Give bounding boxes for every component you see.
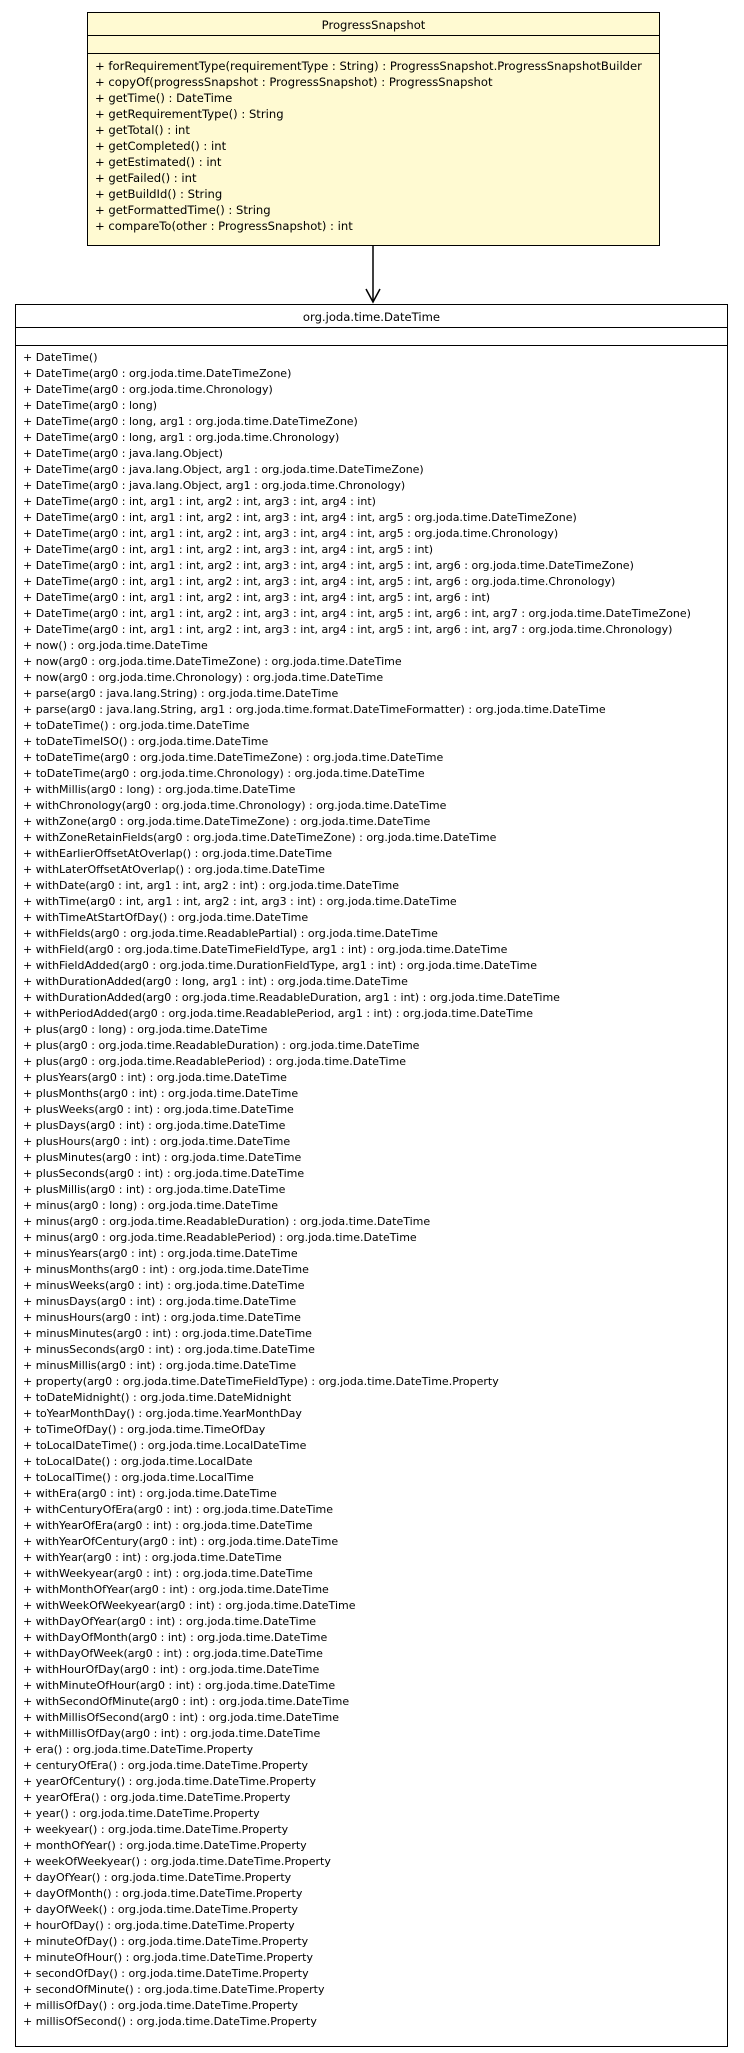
method-entry: + minus(arg0 : org.joda.time.ReadablePeriod) : org.joda.time.DateTime	[23, 1231, 417, 1244]
method-entry: + toDateTime() : org.joda.time.DateTime	[23, 719, 250, 732]
method-entry: + DateTime(arg0 : long, arg1 : org.joda.time.Chronology)	[23, 431, 340, 444]
method-entry: + withYear(arg0 : int) : org.joda.time.DateTime	[23, 1551, 282, 1564]
class-joda-datetime[interactable]	[15, 304, 728, 2047]
method-entry: + plusMinutes(arg0 : int) : org.joda.time.DateTime	[23, 1151, 302, 1164]
method-entry: + forRequirementType(requirementType : String) : ProgressSnapshot.ProgressSnapshotBuilder	[95, 59, 642, 73]
attributes-compartment	[16, 328, 727, 345]
method-entry: + toYearMonthDay() : org.joda.time.YearMonthDay	[23, 1407, 302, 1420]
method-entry: + centuryOfEra() : org.joda.time.DateTime.Property	[23, 1759, 308, 1772]
method-entry: + toDateTime(arg0 : org.joda.time.Chronology) : org.joda.time.DateTime	[23, 767, 425, 780]
method-entry: + DateTime(arg0 : long)	[23, 399, 157, 412]
method-entry: + DateTime(arg0 : org.joda.time.DateTimeZone)	[23, 367, 292, 380]
method-entry: + getCompleted() : int	[95, 139, 227, 153]
method-entry: + withEarlierOffsetAtOverlap() : org.joda.time.DateTime	[23, 847, 332, 860]
method-entry: + monthOfYear() : org.joda.time.DateTime.Property	[23, 1839, 307, 1852]
method-entry: + plusSeconds(arg0 : int) : org.joda.time.DateTime	[23, 1167, 305, 1180]
method-entry: + withDurationAdded(arg0 : long, arg1 : int) : org.joda.time.DateTime	[23, 975, 408, 988]
method-entry: + withMonthOfYear(arg0 : int) : org.joda.time.DateTime	[23, 1583, 329, 1596]
method-entry: + withDate(arg0 : int, arg1 : int, arg2 : int) : org.joda.time.DateTime	[23, 879, 399, 892]
method-entry: + withDayOfMonth(arg0 : int) : org.joda.time.DateTime	[23, 1631, 328, 1644]
method-entry: + DateTime(arg0 : java.lang.Object, arg1 : org.joda.time.Chronology)	[23, 479, 406, 492]
method-entry: + withTimeAtStartOfDay() : org.joda.time.DateTime	[23, 911, 309, 924]
method-entry: + withMillis(arg0 : long) : org.joda.time.DateTime	[23, 783, 296, 796]
method-entry: + withPeriodAdded(arg0 : org.joda.time.ReadablePeriod, arg1 : int) : org.joda.time.DateTime	[23, 1007, 533, 1020]
method-entry: + weekyear() : org.joda.time.DateTime.Property	[23, 1823, 289, 1836]
method-entry: + toLocalDate() : org.joda.time.LocalDate	[23, 1455, 253, 1468]
method-entry: + toDateMidnight() : org.joda.time.DateMidnight	[23, 1391, 292, 1404]
method-entry: + toTimeOfDay() : org.joda.time.TimeOfDay	[23, 1423, 266, 1436]
method-entry: + DateTime(arg0 : int, arg1 : int, arg2 : int, arg3 : int, arg4 : int, arg5 : int, arg6 : int, arg7 : org.joda.time.Chronology)	[23, 623, 673, 636]
method-entry: + parse(arg0 : java.lang.String) : org.joda.time.DateTime	[23, 687, 339, 700]
method-entry: + now(arg0 : org.joda.time.DateTimeZone) : org.joda.time.DateTime	[23, 655, 402, 668]
method-entry: + minusHours(arg0 : int) : org.joda.time.DateTime	[23, 1311, 301, 1324]
method-entry: + DateTime(arg0 : int, arg1 : int, arg2 : int, arg3 : int, arg4 : int, arg5 : org.joda.time.Chronology)	[23, 527, 559, 540]
method-entry: + plusDays(arg0 : int) : org.joda.time.DateTime	[23, 1119, 286, 1132]
method-entry: + compareTo(other : ProgressSnapshot) : int	[95, 219, 353, 233]
method-entry: + plus(arg0 : org.joda.time.ReadablePeriod) : org.joda.time.DateTime	[23, 1055, 406, 1068]
method-entry: + withFieldAdded(arg0 : org.joda.time.DurationFieldType, arg1 : int) : org.joda.time.DateTime	[23, 959, 538, 972]
method-entry: + withTime(arg0 : int, arg1 : int, arg2 : int, arg3 : int) : org.joda.time.DateTime	[23, 895, 457, 908]
method-entry: + secondOfDay() : org.joda.time.DateTime.Property	[23, 1967, 309, 1980]
method-entry: + withZoneRetainFields(arg0 : org.joda.time.DateTimeZone) : org.joda.time.DateTime	[23, 831, 497, 844]
method-entry: + withMinuteOfHour(arg0 : int) : org.joda.time.DateTime	[23, 1679, 336, 1692]
method-entry: + DateTime(arg0 : int, arg1 : int, arg2 : int, arg3 : int, arg4 : int, arg5 : int, arg6 : int, arg7 : org.joda.time.DateTimeZone)	[23, 607, 691, 620]
method-entry: + DateTime(arg0 : int, arg1 : int, arg2 : int, arg3 : int, arg4 : int, arg5 : org.joda.time.DateTimeZone)	[23, 511, 577, 524]
method-entry: + dayOfWeek() : org.joda.time.DateTime.Property	[23, 1903, 299, 1916]
method-entry: + era() : org.joda.time.DateTime.Property	[23, 1743, 254, 1756]
method-entry: + getTotal() : int	[95, 123, 190, 137]
method-entry: + toDateTime(arg0 : org.joda.time.DateTimeZone) : org.joda.time.DateTime	[23, 751, 444, 764]
method-entry: + year() : org.joda.time.DateTime.Property	[23, 1807, 260, 1820]
method-entry: + yearOfCentury() : org.joda.time.DateTime.Property	[23, 1775, 316, 1788]
class-name: ProgressSnapshot	[321, 18, 426, 32]
method-entry: + millisOfSecond() : org.joda.time.DateTime.Property	[23, 2015, 317, 2028]
method-entry: + withFields(arg0 : org.joda.time.ReadablePartial) : org.joda.time.DateTime	[23, 927, 438, 940]
method-entry: + withDayOfYear(arg0 : int) : org.joda.time.DateTime	[23, 1615, 317, 1628]
method-entry: + plusYears(arg0 : int) : org.joda.time.DateTime	[23, 1071, 287, 1084]
method-entry: + parse(arg0 : java.lang.String, arg1 : org.joda.time.format.DateTimeFormatter) : org.joda.time.DateTime	[23, 703, 606, 716]
method-entry: + plusMonths(arg0 : int) : org.joda.time.DateTime	[23, 1087, 299, 1100]
method-entry: + DateTime(arg0 : int, arg1 : int, arg2 : int, arg3 : int, arg4 : int, arg5 : int, arg6 : int)	[23, 591, 491, 604]
dependency-arrow	[0, 0, 744, 304]
class-name: org.joda.time.DateTime	[302, 310, 441, 324]
method-entry: + withHourOfDay(arg0 : int) : org.joda.time.DateTime	[23, 1663, 320, 1676]
method-entry: + withWeekOfWeekyear(arg0 : int) : org.joda.time.DateTime	[23, 1599, 356, 1612]
method-entry: + minusWeeks(arg0 : int) : org.joda.time.DateTime	[23, 1279, 305, 1292]
method-entry: + withWeekyear(arg0 : int) : org.joda.time.DateTime	[23, 1567, 313, 1580]
method-entry: + minusMinutes(arg0 : int) : org.joda.time.DateTime	[23, 1327, 312, 1340]
method-entry: + plus(arg0 : org.joda.time.ReadableDuration) : org.joda.time.DateTime	[23, 1039, 420, 1052]
method-entry: + withSecondOfMinute(arg0 : int) : org.joda.time.DateTime	[23, 1695, 350, 1708]
method-entry: + minusMonths(arg0 : int) : org.joda.time.DateTime	[23, 1263, 309, 1276]
method-entry: + withDurationAdded(arg0 : org.joda.time.ReadableDuration, arg1 : int) : org.joda.time.DateTime	[23, 991, 560, 1004]
method-entry: + withChronology(arg0 : org.joda.time.Chronology) : org.joda.time.DateTime	[23, 799, 447, 812]
method-entry: + withField(arg0 : org.joda.time.DateTimeFieldType, arg1 : int) : org.joda.time.DateTime	[23, 943, 508, 956]
method-entry: + now() : org.joda.time.DateTime	[23, 639, 208, 652]
method-entry: + getRequirementType() : String	[95, 107, 284, 121]
method-entry: + weekOfWeekyear() : org.joda.time.DateTime.Property	[23, 1855, 331, 1868]
method-entry: + getEstimated() : int	[95, 155, 222, 169]
method-entry: + yearOfEra() : org.joda.time.DateTime.Property	[23, 1791, 291, 1804]
method-entry: + property(arg0 : org.joda.time.DateTimeFieldType) : org.joda.time.DateTime.Property	[23, 1375, 499, 1388]
method-entry: + DateTime(arg0 : int, arg1 : int, arg2 : int, arg3 : int, arg4 : int, arg5 : int)	[23, 543, 434, 556]
method-entry: + getTime() : DateTime	[95, 91, 233, 105]
method-entry: + minusSeconds(arg0 : int) : org.joda.time.DateTime	[23, 1343, 315, 1356]
method-entry: + minuteOfDay() : org.joda.time.DateTime.Property	[23, 1935, 309, 1948]
method-entry: + plusWeeks(arg0 : int) : org.joda.time.DateTime	[23, 1103, 294, 1116]
method-entry: + dayOfMonth() : org.joda.time.DateTime.Property	[23, 1887, 303, 1900]
method-entry: + DateTime()	[23, 351, 98, 364]
method-entry: + copyOf(progressSnapshot : ProgressSnapshot) : ProgressSnapshot	[95, 75, 493, 89]
method-entry: + withDayOfWeek(arg0 : int) : org.joda.time.DateTime	[23, 1647, 323, 1660]
method-entry: + toLocalDateTime() : org.joda.time.LocalDateTime	[23, 1439, 307, 1452]
method-entry: + withCenturyOfEra(arg0 : int) : org.joda.time.DateTime	[23, 1503, 334, 1516]
method-entry: + minus(arg0 : long) : org.joda.time.DateTime	[23, 1199, 279, 1212]
method-entry: + getBuildId() : String	[95, 187, 223, 201]
method-entry: + minusMillis(arg0 : int) : org.joda.time.DateTime	[23, 1359, 297, 1372]
method-entry: + secondOfMinute() : org.joda.time.DateTime.Property	[23, 1983, 325, 1996]
method-entry: + DateTime(arg0 : int, arg1 : int, arg2 : int, arg3 : int, arg4 : int)	[23, 495, 376, 508]
method-entry: + withMillisOfSecond(arg0 : int) : org.joda.time.DateTime	[23, 1711, 339, 1724]
method-entry: + DateTime(arg0 : org.joda.time.Chronology)	[23, 383, 273, 396]
method-entry: + DateTime(arg0 : int, arg1 : int, arg2 : int, arg3 : int, arg4 : int, arg5 : int, arg6 : org.joda.time.Chronology)	[23, 575, 616, 588]
method-entry: + minusDays(arg0 : int) : org.joda.time.DateTime	[23, 1295, 297, 1308]
method-entry: + withMillisOfDay(arg0 : int) : org.joda.time.DateTime	[23, 1727, 321, 1740]
method-entry: + DateTime(arg0 : long, arg1 : org.joda.time.DateTimeZone)	[23, 415, 358, 428]
method-entry: + minus(arg0 : org.joda.time.ReadableDuration) : org.joda.time.DateTime	[23, 1215, 431, 1228]
method-entry: + toLocalTime() : org.joda.time.LocalTime	[23, 1471, 254, 1484]
method-entry: + getFailed() : int	[95, 171, 197, 185]
method-entry: + minuteOfHour() : org.joda.time.DateTime.Property	[23, 1951, 313, 1964]
method-entry: + withYearOfEra(arg0 : int) : org.joda.time.DateTime	[23, 1519, 313, 1532]
method-entry: + hourOfDay() : org.joda.time.DateTime.Property	[23, 1919, 295, 1932]
method-entry: + toDateTimeISO() : org.joda.time.DateTime	[23, 735, 269, 748]
method-entry: + getFormattedTime() : String	[95, 203, 271, 217]
method-entry: + plus(arg0 : long) : org.joda.time.DateTime	[23, 1023, 268, 1036]
method-entry: + withEra(arg0 : int) : org.joda.time.DateTime	[23, 1487, 277, 1500]
method-entry: + DateTime(arg0 : java.lang.Object, arg1 : org.joda.time.DateTimeZone)	[23, 463, 424, 476]
method-entry: + withLaterOffsetAtOverlap() : org.joda.time.DateTime	[23, 863, 325, 876]
method-entry: + DateTime(arg0 : int, arg1 : int, arg2 : int, arg3 : int, arg4 : int, arg5 : int, arg6 : org.joda.time.DateTimeZone)	[23, 559, 634, 572]
methods-compartment	[16, 346, 727, 2030]
method-entry: + withYearOfCentury(arg0 : int) : org.joda.time.DateTime	[23, 1535, 339, 1548]
method-entry: + minusYears(arg0 : int) : org.joda.time.DateTime	[23, 1247, 298, 1260]
method-entry: + plusMillis(arg0 : int) : org.joda.time.DateTime	[23, 1183, 286, 1196]
method-entry: + now(arg0 : org.joda.time.Chronology) : org.joda.time.DateTime	[23, 671, 384, 684]
method-entry: + DateTime(arg0 : java.lang.Object)	[23, 447, 223, 460]
method-entry: + withZone(arg0 : org.joda.time.DateTimeZone) : org.joda.time.DateTime	[23, 815, 431, 828]
method-entry: + millisOfDay() : org.joda.time.DateTime.Property	[23, 1999, 299, 2012]
method-entry: + plusHours(arg0 : int) : org.joda.time.DateTime	[23, 1135, 291, 1148]
method-entry: + dayOfYear() : org.joda.time.DateTime.Property	[23, 1871, 292, 1884]
